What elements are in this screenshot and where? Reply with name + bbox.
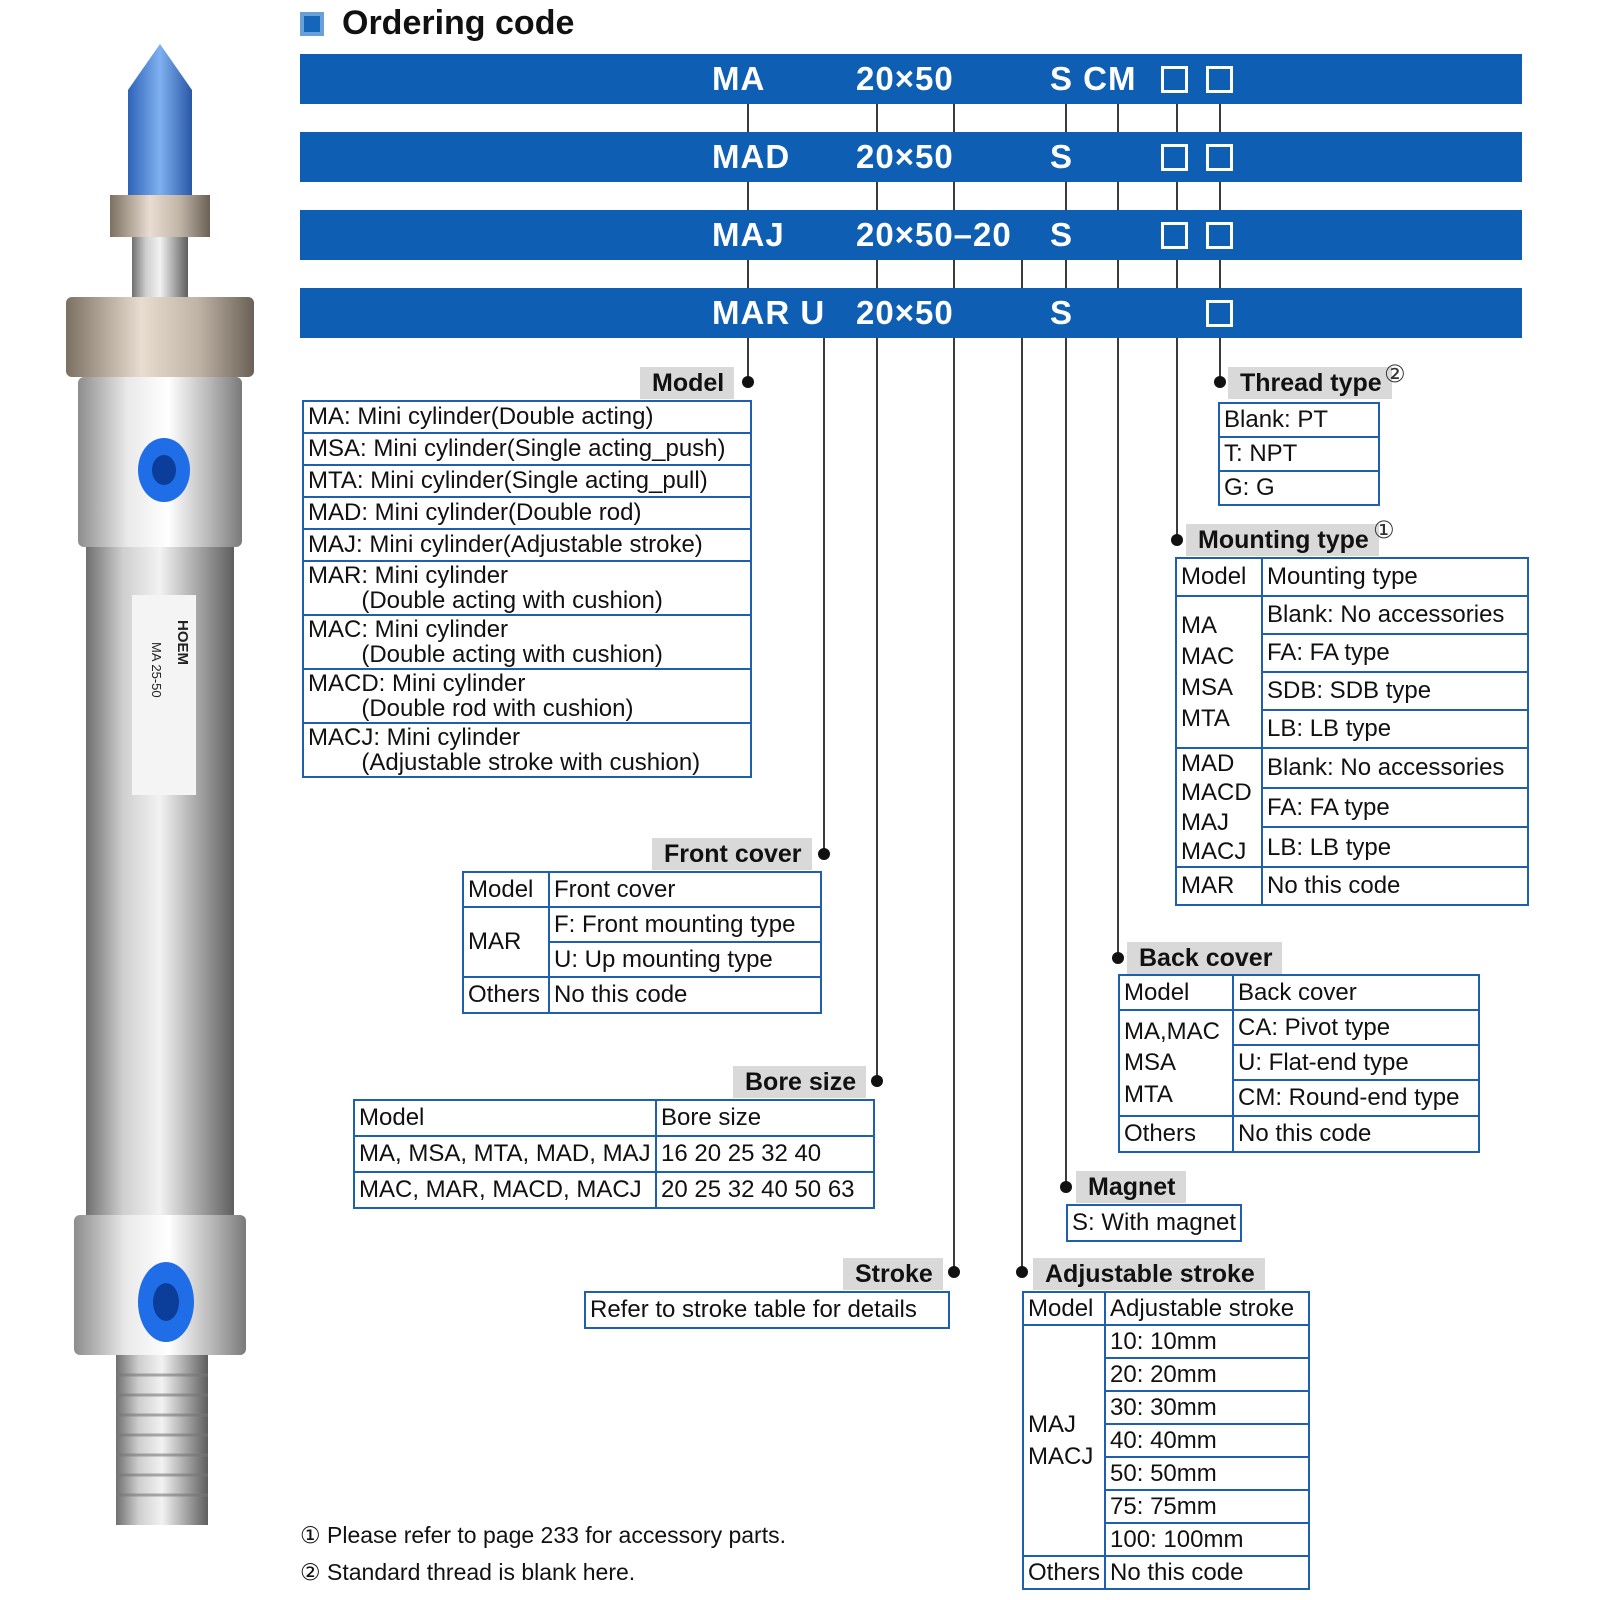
adjustable-stroke-dot [1016,1266,1028,1278]
mounting-option: FA: FA type [1262,788,1528,828]
code-bar-mad [300,132,1522,182]
page-title: Ordering code [342,4,575,42]
front-cover-model: MAR [463,907,549,977]
model-row: MACJ: Mini cylinder (Adjustable stroke with cushion) [303,723,751,777]
code-suffix: S [1050,216,1074,253]
thread-type-label: Thread type [1228,367,1392,399]
adjustable-option: 100: 100mm [1105,1523,1309,1556]
adjustable-others-value: No this code [1105,1556,1309,1589]
model-dot [742,376,754,388]
thread-type-option: Blank: PT [1219,403,1379,437]
bore-size-dot [871,1075,883,1087]
bore-size-model: MA, MSA, MTA, MAD, MAJ [354,1136,656,1172]
adjustable-option: 20: 20mm [1105,1358,1309,1391]
footnote-2 [300,1559,635,1586]
mounting-type-dot [1171,534,1183,546]
product-model-text: MA 25-50 [149,642,164,698]
model-label: Model [640,367,734,399]
adjustable-option: 40: 40mm [1105,1424,1309,1457]
stroke-text: Refer to stroke table for details [585,1292,949,1328]
footnote-mark: ① [300,1522,321,1548]
magnet-text: S: With magnet [1067,1205,1241,1241]
mounting-type-label: Mounting type [1186,524,1379,556]
adjustable-models: MAJ MACJ [1023,1325,1105,1556]
mounting-type-note-mark: ① [1373,517,1395,544]
mounting-header-model: Model [1176,558,1262,596]
footnote-text: Standard thread is blank here. [327,1559,636,1585]
bore-size-table [353,1099,875,1209]
code-model: MA [712,60,766,97]
thread-type-dot [1214,376,1226,388]
back-cover-label: Back cover [1127,942,1282,974]
front-cover-header-model: Model [463,872,549,907]
bore-size-header-model: Model [354,1100,656,1136]
code-blank-box [1161,144,1188,171]
bore-size-model: MAC, MAR, MACD, MACJ [354,1172,656,1208]
magnet-label: Magnet [1076,1171,1186,1203]
model-row: MSA: Mini cylinder(Single acting_push) [303,433,751,465]
stroke-label: Stroke [843,1258,943,1290]
bore-size-header: Bore size [656,1100,874,1136]
footnote-1 [300,1522,786,1549]
mounting-option: Blank: No accessories [1262,596,1528,634]
connector-adjustable [1021,235,1023,1277]
adjustable-header: Adjustable stroke [1105,1292,1309,1325]
front-cover-header: Front cover [549,872,821,907]
adjustable-option: 75: 75mm [1105,1490,1309,1523]
mounting-header: Mounting type [1262,558,1528,596]
title-square-icon [300,12,324,36]
front-cover-label: Front cover [652,838,812,870]
adjustable-stroke-label: Adjustable stroke [1033,1258,1265,1290]
code-model: MAR U [712,294,826,331]
code-suffix: S [1050,294,1074,331]
bore-size-values: 20 25 32 40 50 63 [656,1172,874,1208]
model-row: MACD: Mini cylinder (Double rod with cushion) [303,669,751,723]
thread-type-option: T: NPT [1219,437,1379,471]
code-size: 20×50 [856,60,954,97]
adjustable-stroke-table [1022,1291,1310,1590]
adjustable-others: Others [1023,1556,1105,1589]
code-blank-box [1161,222,1188,249]
cylinder-product-image [40,30,280,1570]
back-cover-others-value: No this code [1233,1116,1479,1152]
back-cover-table [1118,974,1480,1153]
back-cover-option: CM: Round-end type [1233,1080,1479,1116]
front-cover-table [462,871,822,1014]
code-bar-maj [300,210,1522,260]
mounting-option: LB: LB type [1262,827,1528,867]
back-cover-header: Back cover [1233,975,1479,1010]
code-bar-ma [300,54,1522,104]
front-cover-option: U: Up mounting type [549,942,821,977]
back-cover-dot [1112,952,1124,964]
mounting-group2-models: MAD MACD MAJ MACJ [1176,748,1262,867]
model-row: MAJ: Mini cylinder(Adjustable stroke) [303,529,751,561]
back-cover-option: CA: Pivot type [1233,1010,1479,1045]
code-bar-mar [300,288,1522,338]
front-cover-others: Others [463,977,549,1013]
code-size: 20×50 [856,294,954,331]
front-cover-option: F: Front mounting type [549,907,821,942]
model-row: MAD: Mini cylinder(Double rod) [303,497,751,529]
mounting-mar-model: MAR [1176,867,1262,905]
mounting-group1-models: MA MAC MSA MTA [1176,596,1262,748]
back-cover-models: MA,MAC MSA MTA [1119,1010,1233,1116]
code-size: 20×50–20 [856,216,1012,253]
model-table [302,400,752,778]
code-blank-box [1161,66,1188,93]
back-cover-header-model: Model [1119,975,1233,1010]
product-brand-text: HOEM [174,620,191,665]
mounting-option: FA: FA type [1262,634,1528,672]
adjustable-option: 30: 30mm [1105,1391,1309,1424]
adjustable-option: 10: 10mm [1105,1325,1309,1358]
mounting-option: Blank: No accessories [1262,748,1528,788]
back-cover-option: U: Flat-end type [1233,1045,1479,1080]
code-blank-box [1206,66,1233,93]
thread-type-option: G: G [1219,471,1379,505]
front-cover-dot [818,848,830,860]
stroke-table [584,1291,950,1329]
back-cover-others: Others [1119,1116,1233,1152]
code-blank-box [1206,300,1233,327]
code-suffix: S [1050,138,1074,175]
bore-size-values: 16 20 25 32 40 [656,1136,874,1172]
bore-size-label: Bore size [733,1066,866,1098]
stroke-dot [948,1266,960,1278]
thread-type-note-mark: ② [1384,361,1406,388]
code-model: MAJ [712,216,785,253]
connector-front-cover [823,310,825,855]
mounting-type-table [1175,557,1529,906]
adjustable-option: 50: 50mm [1105,1457,1309,1490]
model-row: MAR: Mini cylinder (Double acting with cushion) [303,561,751,615]
code-blank-box [1206,144,1233,171]
mounting-mar-value: No this code [1262,867,1528,905]
magnet-table [1066,1204,1242,1242]
mounting-option: LB: LB type [1262,710,1528,748]
code-blank-box [1206,222,1233,249]
footnote-mark: ② [300,1559,321,1585]
front-cover-others-value: No this code [549,977,821,1013]
mounting-option: SDB: SDB type [1262,672,1528,710]
code-suffix: S CM [1050,60,1137,97]
model-row: MA: Mini cylinder(Double acting) [303,401,751,433]
connector-back-cover [1117,75,1119,958]
magnet-dot [1060,1181,1072,1193]
model-row: MTA: Mini cylinder(Single acting_pull) [303,465,751,497]
thread-type-table [1218,402,1380,506]
adjustable-header-model: Model [1023,1292,1105,1325]
code-size: 20×50 [856,138,954,175]
code-model: MAD [712,138,791,175]
footnote-text: Please refer to page 233 for accessory parts. [327,1522,786,1548]
model-row: MAC: Mini cylinder (Double acting with cushion) [303,615,751,669]
